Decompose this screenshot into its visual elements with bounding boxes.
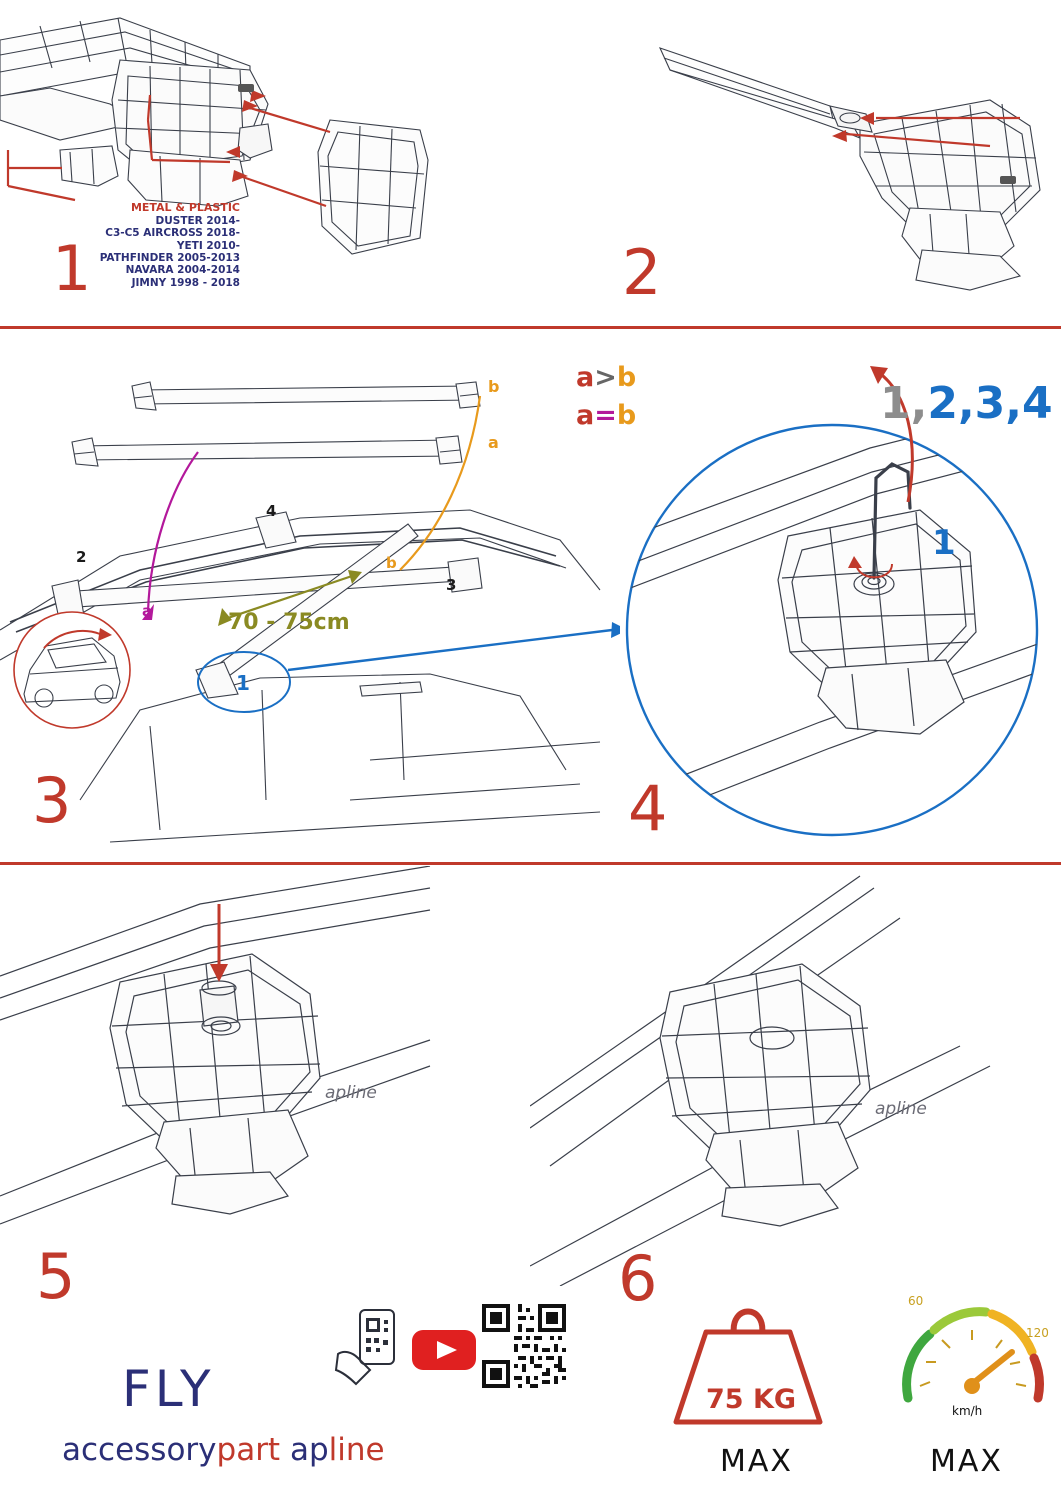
panel-step-3 — [0, 330, 620, 862]
distance-label: 70 - 75cm — [228, 610, 350, 635]
divider-middle — [0, 862, 1061, 865]
weight-limit-icon — [668, 1296, 828, 1436]
speed-max-label: MAX — [930, 1444, 1003, 1479]
vehicle-item: PATHFINDER 2005-2013 — [99, 252, 240, 265]
step4-sequence-label: 1,2,3,4 — [880, 378, 1053, 429]
scan-phone-icon[interactable] — [330, 1306, 410, 1396]
label-bar-4: 4 — [266, 502, 277, 520]
speed-high-tick-label: 120 — [1026, 1326, 1049, 1340]
step2-illustration — [530, 0, 1061, 326]
speed-low-tick-label: 60 — [908, 1294, 924, 1308]
step-number-3: 3 — [32, 764, 72, 837]
panel-step-5 — [0, 866, 530, 1500]
step-number-6: 6 — [618, 1242, 658, 1315]
brand-mark-apline: apline — [875, 1099, 927, 1119]
rule-a-greater-b: a>b — [576, 362, 637, 393]
step5-illustration — [0, 866, 530, 1286]
brand-ap: ap — [289, 1432, 329, 1468]
vehicle-item: YETI 2010- — [176, 239, 240, 252]
youtube-icon[interactable] — [410, 1326, 478, 1374]
label-b-top: b — [488, 377, 500, 396]
panel-step-1 — [0, 0, 530, 326]
label-bar-2: 2 — [76, 548, 87, 566]
divider-top — [0, 326, 1061, 329]
vehicle-item: NAVARA 2004-2014 — [125, 264, 240, 277]
step-number-4: 4 — [628, 772, 668, 845]
label-b-mid: b — [386, 554, 397, 572]
speed-unit-label: km/h — [952, 1404, 983, 1418]
vehicle-item: JIMNY 1998 - 2018 — [131, 276, 240, 289]
vehicle-item: C3-C5 AIRCROSS 2018- — [105, 227, 240, 240]
brand-part: part — [216, 1432, 281, 1468]
rule-a-equals-b: a=b — [576, 400, 637, 431]
panel-step-2 — [530, 0, 1061, 326]
brand-line: line — [328, 1432, 385, 1468]
step-number-1: 1 — [52, 232, 92, 305]
step-number-5: 5 — [36, 1240, 76, 1313]
brand-accessory: accessory — [62, 1432, 217, 1468]
brand-mark-apline: apline — [325, 1083, 377, 1103]
brand-title: FLY — [122, 1360, 215, 1418]
weight-max-label: MAX — [720, 1444, 793, 1479]
vehicle-item: DUSTER 2014- — [155, 214, 240, 227]
step3-illustration — [0, 330, 620, 862]
panel-step-6 — [530, 866, 1061, 1500]
label-a-top: a — [488, 433, 499, 452]
panel-step-4 — [620, 330, 1061, 862]
label-bar-1: 1 — [236, 671, 250, 695]
material-header: METAL & PLASTIC — [130, 201, 240, 214]
step4-callout-1: 1 — [932, 523, 956, 563]
label-bar-3: 3 — [446, 576, 457, 594]
step6-illustration — [530, 866, 1061, 1286]
weight-value: 75 KG — [706, 1384, 797, 1415]
step-number-2: 2 — [622, 236, 662, 309]
label-a-mid: a — [142, 602, 153, 620]
brand-subtitle — [62, 1432, 385, 1468]
